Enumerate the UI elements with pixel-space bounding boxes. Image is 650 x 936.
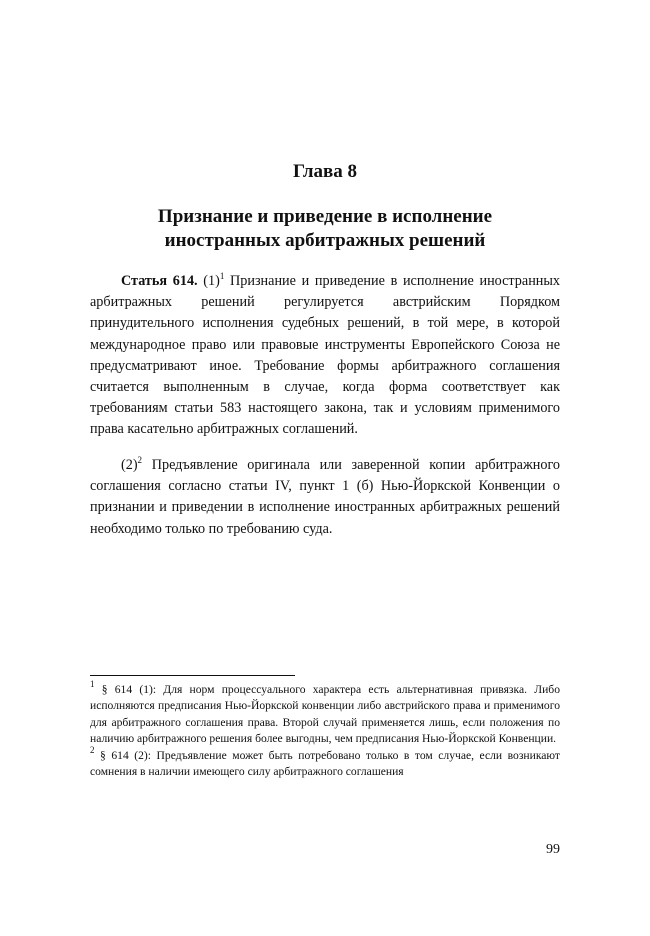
footnote-ref-2[interactable]: 2 [137, 455, 143, 465]
footnote-2-marker: 2 [90, 744, 95, 755]
article-label: Статья 614. [121, 273, 198, 289]
page-number: 99 [546, 842, 560, 857]
paragraph-2-text: Предъявление оригинала или заверенной копии арбитражного соглашения согласно статьи IV, пункт 1 (б) Нью-Йоркской Конвенции о признании и приведении в исполнение иностранных арбитражных решений необходимо только по требованию суда. [90, 457, 561, 537]
footnote-2 [90, 744, 560, 781]
paragraph-1-text: Признание и приведение в исполнение иностранных арбитражных решений регулируется австрийским Порядком принудительного исполнения судебных решений, в той мере, в которой международное право или правовые инструменты Европейского Союза не предусматривают иное. Требование формы арбитражного соглашения считается выполненным в случае, когда форма соответствует как требованиям статьи 583 настоящего закона, так и условиям применимого права касательно арбитражных соглашений. [90, 273, 560, 438]
footnotes [90, 679, 560, 780]
chapter-title: Глава 8 [292, 161, 358, 182]
footnote-1-marker: 1 [90, 679, 95, 689]
footnote-1-text: § 614 (1): Для норм процессуального характера есть альтернативная привязка. Либо исполняются предписания Нью-Йоркской конвенции либо австрийского права и применимого для арбитражного соглашения права. Второй случай применяется лишь, если положения по наличию арбитражного решения более выгодны, чем предписания Нью-Йоркской Конвенции. [90, 683, 560, 746]
chapter-heading-line-1: Признание и приведение в исполнение [157, 206, 493, 227]
article-paragraph-2 [90, 455, 560, 540]
chapter-heading [90, 205, 560, 253]
footnote-2-text: § 614 (2): Предъявление может быть потребовано только в том случае, если возникают сомнения в наличии имеющего силу арбитражного соглашения [90, 748, 560, 779]
paragraph-2-number: (2) [121, 457, 138, 473]
footnote-1 [90, 679, 560, 748]
footnote-separator [90, 675, 295, 676]
paragraph-1-number: (1) [203, 273, 220, 289]
article-paragraph-1 [90, 271, 560, 441]
chapter-heading-line-2: иностранных арбитражных решений [164, 230, 486, 251]
footnote-ref-1[interactable]: 1 [219, 271, 225, 281]
